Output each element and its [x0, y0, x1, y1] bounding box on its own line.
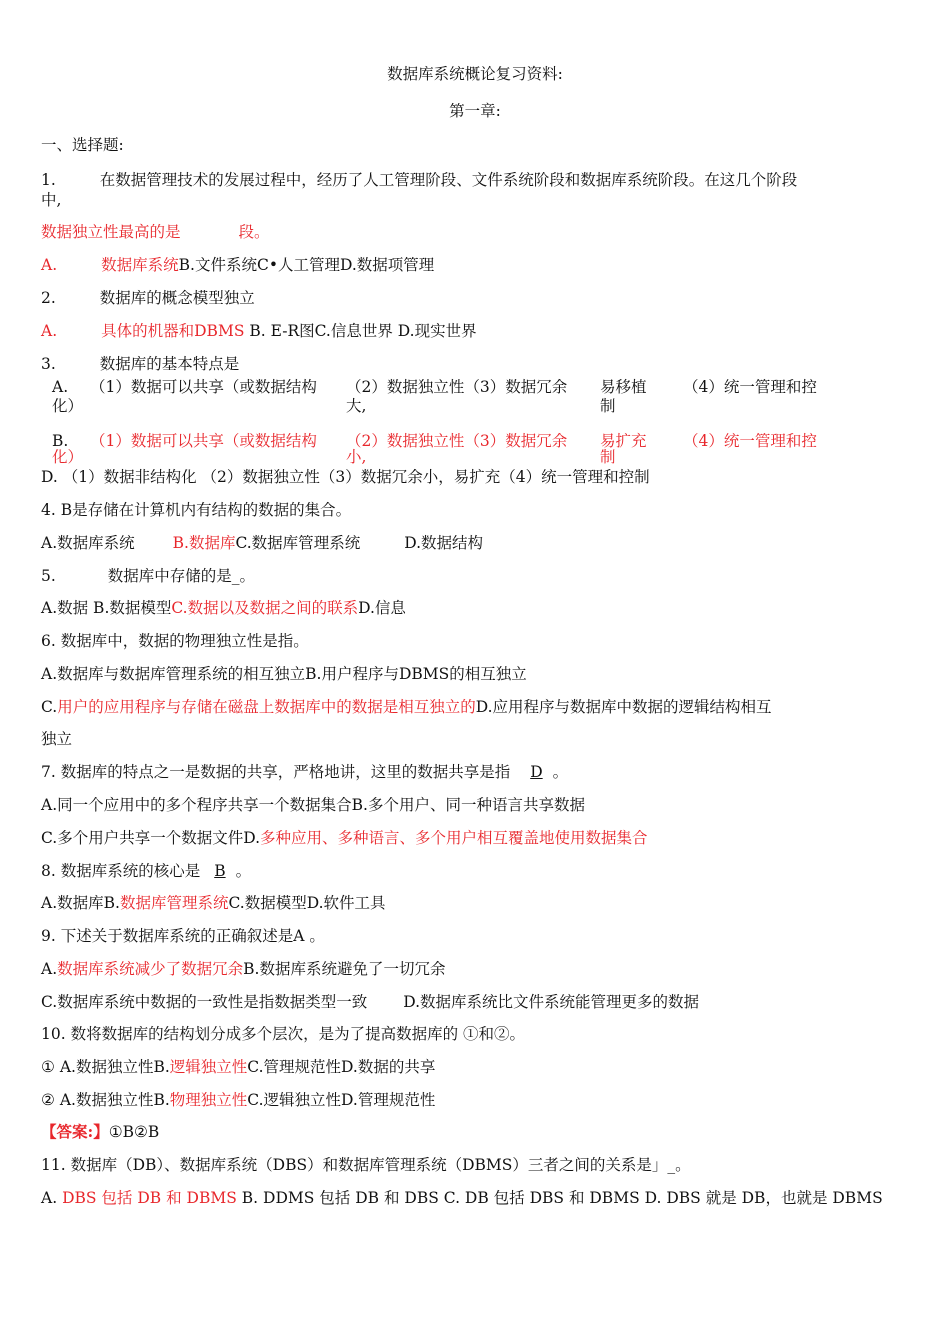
question-number: 3.	[41, 355, 56, 373]
option: D.数据库系统比文件系统能管理更多的数据	[403, 993, 700, 1011]
option-label: A.	[52, 378, 69, 396]
question-1	[41, 170, 797, 190]
question-6-options-cd	[41, 697, 772, 717]
question-6: 6. 数据库中，数据的物理独立性是指。	[41, 632, 309, 650]
question-1-stem	[41, 222, 270, 242]
other-options: B.文件系统C•人工管理D.数据项管理	[178, 256, 435, 274]
option-label: A.	[41, 960, 58, 978]
question-text: 7. 数据库的特点之一是数据的共享，严格地讲，这里的数据共享是指	[41, 763, 511, 781]
option: A.数据 B.数据模型	[41, 599, 172, 617]
question-text: 8. 数据库系统的核心是	[41, 862, 201, 880]
question-10-row-2	[41, 1090, 435, 1110]
question-4-options	[41, 533, 483, 553]
option: D.信息	[358, 599, 406, 617]
option: A.数据库系统	[41, 534, 135, 552]
option: C.逻辑独立性D.管理规范性	[247, 1091, 436, 1109]
question-9-options-ab	[41, 959, 445, 979]
answer-option: 物理独立性	[169, 1091, 248, 1109]
option: B.数据库系统避免了一切冗余	[243, 960, 446, 978]
question-number: 2.	[41, 289, 56, 307]
section-heading: 一、选择题:	[41, 136, 124, 154]
option-label: B.	[52, 432, 69, 450]
question-text: 数据库的基本特点是	[99, 355, 240, 373]
answer-option: 用户的应用程序与存储在磁盘上数据库中的数据是相互独立的	[57, 698, 476, 716]
option-part: （1）数据可以共享（或数据结构	[90, 432, 317, 450]
page-title: 数据库系统概论复习资料:	[387, 65, 563, 83]
option-part: 小,	[346, 448, 367, 466]
answer-option: 多种应用、多种语言、多个用户相互覆盖地使用数据集合	[260, 829, 648, 847]
question-5	[41, 566, 255, 586]
option-part: （2）数据独立性（3）数据冗余	[346, 378, 568, 396]
option: D.数据结构	[404, 534, 484, 552]
question-number: 1.	[41, 171, 56, 189]
question-6-cont: 独立	[41, 730, 73, 748]
answer-option: 数据库管理系统	[119, 894, 229, 912]
question-2-options	[41, 321, 477, 341]
question-text: 数据库中存储的是_。	[107, 567, 256, 585]
question-end: 。	[235, 862, 252, 880]
option-a-label: A.	[41, 322, 58, 340]
question-11: 11. 数据库（DB）、数据库系统（DBS）和数据库管理系统（DBMS）三者之间的关系是」_。	[41, 1156, 691, 1174]
option: C.数据库系统中数据的一致性是指数据类型一致	[41, 993, 368, 1011]
question-7	[41, 762, 568, 782]
option: C.多个用户共享一个数据文件D.	[41, 829, 261, 847]
option: A.数据库B.	[41, 894, 120, 912]
option-part: 制	[600, 448, 616, 466]
option: C.数据库管理系统	[235, 534, 361, 552]
option-part: （2）数据独立性（3）数据冗余	[346, 432, 568, 450]
option-a-label: A.	[41, 256, 58, 274]
question-11-options	[41, 1188, 883, 1208]
question-10: 10. 数将数据库的结构划分成多个层次，是为了提高数据库的 ①和②。	[41, 1025, 526, 1043]
chapter-heading: 第一章:	[449, 102, 501, 120]
option-part: （1）数据可以共享（或数据结构	[90, 378, 317, 396]
question-10-answer	[41, 1122, 159, 1142]
question-8	[41, 861, 251, 881]
option: D.应用程序与数据库中数据的逻辑结构相互	[475, 698, 772, 716]
option-part: （4）统一管理和控	[683, 432, 817, 450]
option-label: A.	[41, 1189, 58, 1207]
question-6-options-ab: A.数据库与数据库管理系统的相互独立B.用户程序与DBMS的相互独立	[41, 665, 527, 683]
stem-text: 数据独立性最高的是	[41, 223, 181, 241]
stem-end: 段。	[238, 223, 270, 241]
answer-option: DBS 包括 DB 和 DBMS	[62, 1189, 237, 1207]
option: B. DDMS 包括 DB 和 DBS C. DB 包括 DBS 和 DBMS D. DBS 就是 DB，也就是 DBMS	[241, 1189, 883, 1207]
option-part: 易扩充	[600, 432, 647, 450]
answer-value: ①B②B	[108, 1123, 160, 1141]
option-part: （4）统一管理和控	[683, 378, 817, 396]
option: C.数据模型D.软件工具	[228, 894, 386, 912]
question-10-row-1	[41, 1057, 435, 1077]
question-8-options	[41, 893, 386, 913]
answer-option: C.数据以及数据之间的联系	[171, 599, 359, 617]
answer-option: 数据库系统减少了数据冗余	[57, 960, 244, 978]
option-label: C.	[41, 698, 58, 716]
option-part: 易移植	[600, 378, 647, 396]
answer-option: 逻辑独立性	[169, 1058, 248, 1076]
option: ② A.数据独立性B.	[41, 1091, 170, 1109]
answer-option: 数据库系统	[101, 256, 179, 274]
question-7-options-ab: A.同一个应用中的多个程序共享一个数据集合B.多个用户、同一种语言共享数据	[41, 796, 585, 814]
question-2	[41, 288, 255, 308]
answer-option: B.数据库	[172, 534, 236, 552]
answer-blank: B	[214, 862, 226, 880]
option: C.管理规范性D.数据的共享	[247, 1058, 436, 1076]
option-part: 化）	[52, 448, 84, 466]
question-3	[41, 354, 239, 374]
question-1-cont: 中,	[41, 191, 62, 209]
question-text: 在数据管理技术的发展过程中，经历了人工管理阶段、文件系统阶段和数据库系统阶段。在这几个阶段	[99, 171, 798, 189]
question-7-options-cd	[41, 828, 648, 848]
question-9: 9. 下述关于数据库系统的正确叙述是A 。	[41, 927, 325, 945]
option-part: 大,	[346, 397, 367, 415]
question-1-options	[41, 255, 434, 275]
answer-label: 【答案:】	[41, 1122, 109, 1141]
answer-option: 具体的机器和DBMS	[101, 322, 245, 340]
option: ① A.数据独立性B.	[41, 1058, 170, 1076]
question-9-options-cd	[41, 992, 699, 1012]
other-options: B. E-R图C.信息世界 D.现实世界	[249, 322, 477, 340]
question-4: 4. B是存储在计算机内有结构的数据的集合。	[41, 501, 352, 519]
question-number: 5.	[41, 567, 56, 585]
question-text: 数据库的概念模型独立	[99, 289, 255, 307]
option-part: 化）	[52, 397, 84, 415]
option-part: 制	[600, 397, 616, 415]
question-3-option-d: D. （1）数据非结构化 （2）数据独立性（3）数据冗余小，易扩充（4）统一管理和控制	[41, 468, 650, 486]
question-5-options	[41, 598, 406, 618]
answer-blank: D	[530, 763, 543, 781]
question-end: 。	[552, 763, 569, 781]
